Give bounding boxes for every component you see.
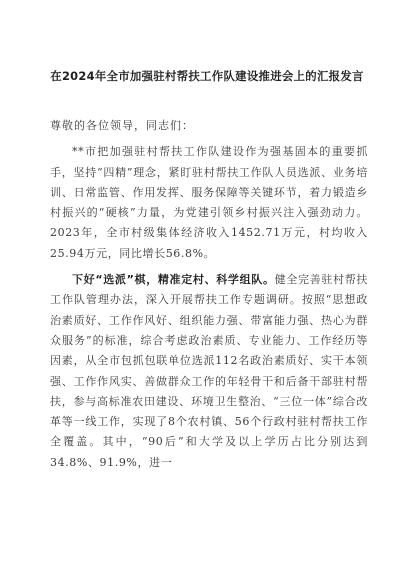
paragraph-selection: [50, 270, 368, 473]
salutation: 尊敬的各位领导，同志们：: [50, 119, 194, 132]
document-title: 在2024年全市加强驻村帮扶工作队建设推进会上的汇报发言: [50, 69, 364, 83]
document-body: [50, 116, 368, 475]
paragraph-text: **市把加强驻村帮扶工作队建设作为强基固本的重要抓手，坚持“四精”理念，紧盯驻村帮扶工作队人员选派、业务培训、日常监管、作用发挥、服务保障等关键环节，着力锻造乡村振兴的“硬核”力量，为党建引领乡村振兴注入强劲动力。2023年，全市村级集体经济收入1452.71万元，村均收入25.94万元，同比增长56.8%。: [50, 145, 368, 260]
paragraph-intro: [50, 142, 368, 264]
paragraph-lead: 下好“选派”棋，精准定村、科学组队。: [72, 273, 275, 287]
paragraph-text: 健全完善驻村帮扶工作队管理办法，深入开展帮扶工作专题调研。按照“思想政治素质好、工作作风好、组织能力强、带富能力强、热心为群众服务”的标准，综合考虑政治素质、专业能力、工作经历等因素，从全市包抓包联单位选派112名政治素质好、实干本领强、工作作风实、善做群众工作的年轻骨干和后备干部驻村帮扶，参与高标准农田建设、环境卫生整治、“三位一体”综合改革等一线工作，实现了8个农村镇、56个行政村驻村帮扶工作全覆盖。其中，“90后”和大学及以上学历占比分别达到34.8%、91.9%，进一: [50, 273, 368, 469]
